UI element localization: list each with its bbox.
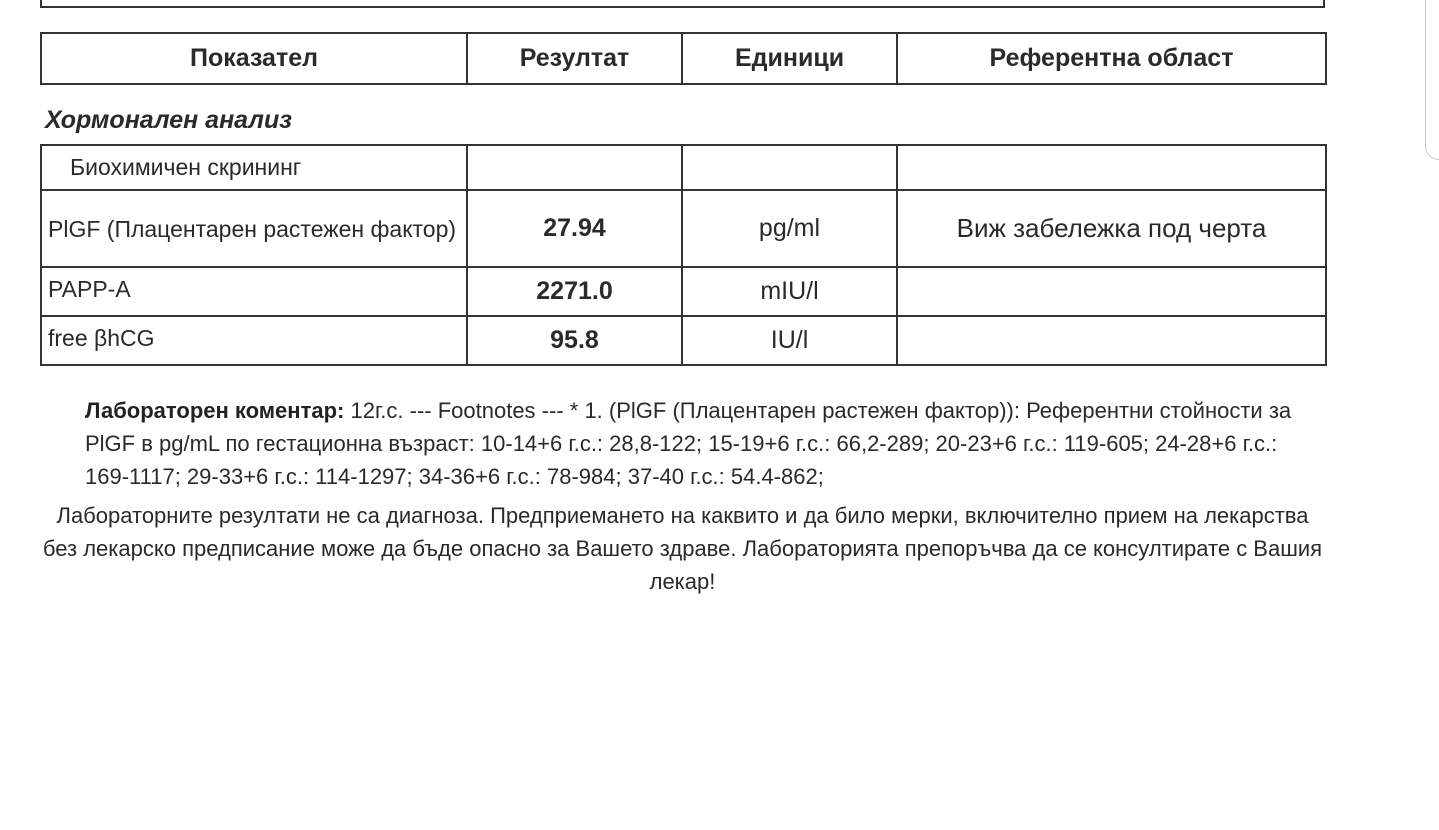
- scrollbar-edge[interactable]: [1425, 0, 1439, 160]
- row-unit: IU/l: [682, 316, 897, 365]
- row-name: Биохимичен скрининг: [41, 145, 467, 190]
- header-row: [41, 33, 1326, 84]
- row-name: PAPP-A: [41, 267, 467, 316]
- row-name: PlGF (Плацентарен растежен фактор): [41, 190, 467, 267]
- header-result: Резултат: [467, 33, 682, 84]
- table-row: [41, 190, 1326, 267]
- disclaimer-text: Лабораторните резултати не са диагноза. Предприемането на каквито и да било мерки, включително прием на лекарства без лекарско предписание може да бъде опасно за Вашето здраве. Лабораторията препоръчва да се консултирате с Вашия лекар!: [42, 503, 1323, 594]
- row-unit: [682, 145, 897, 190]
- table-row: [41, 267, 1326, 316]
- row-name: free βhCG: [41, 316, 467, 365]
- row-reference: Виж забележка под черта: [897, 190, 1326, 267]
- row-unit: pg/ml: [682, 190, 897, 267]
- row-reference: [897, 267, 1326, 316]
- header-units: Единици: [682, 33, 897, 84]
- results-header-table: [40, 32, 1327, 85]
- lab-comment-text: 12г.с. --- Footnotes --- * 1. (PlGF (Плацентарен растежен фактор)): Референтни стойности за PlGF в pg/mL по гестационна възраст: 10-14+6 г.с.: 28,8-122; 15-19+6 г.с.: 66,2-289; 20-23+6 г.с.: 119-605; 24-28+6 г.с.: 169-1117; 29-33+6 г.с.: 114-1297; 34-36+6 г.с.: 78-984; 37-40 г.с.: 54.4-862;: [85, 398, 1292, 489]
- row-reference: [897, 316, 1326, 365]
- results-table: [40, 144, 1327, 366]
- section-title: Хормонален анализ: [45, 106, 292, 134]
- row-value: 95.8: [467, 316, 682, 365]
- row-value: 27.94: [467, 190, 682, 267]
- header-indicator: Показател: [41, 33, 467, 84]
- previous-section-box: [40, 0, 1325, 8]
- table-row: [41, 316, 1326, 365]
- row-value: [467, 145, 682, 190]
- row-reference: [897, 145, 1326, 190]
- row-value: 2271.0: [467, 267, 682, 316]
- header-reference: Референтна област: [897, 33, 1326, 84]
- table-row: [41, 145, 1326, 190]
- row-unit: mIU/l: [682, 267, 897, 316]
- lab-comment: [85, 394, 1325, 493]
- lab-comment-label: Лабораторен коментар:: [85, 398, 345, 423]
